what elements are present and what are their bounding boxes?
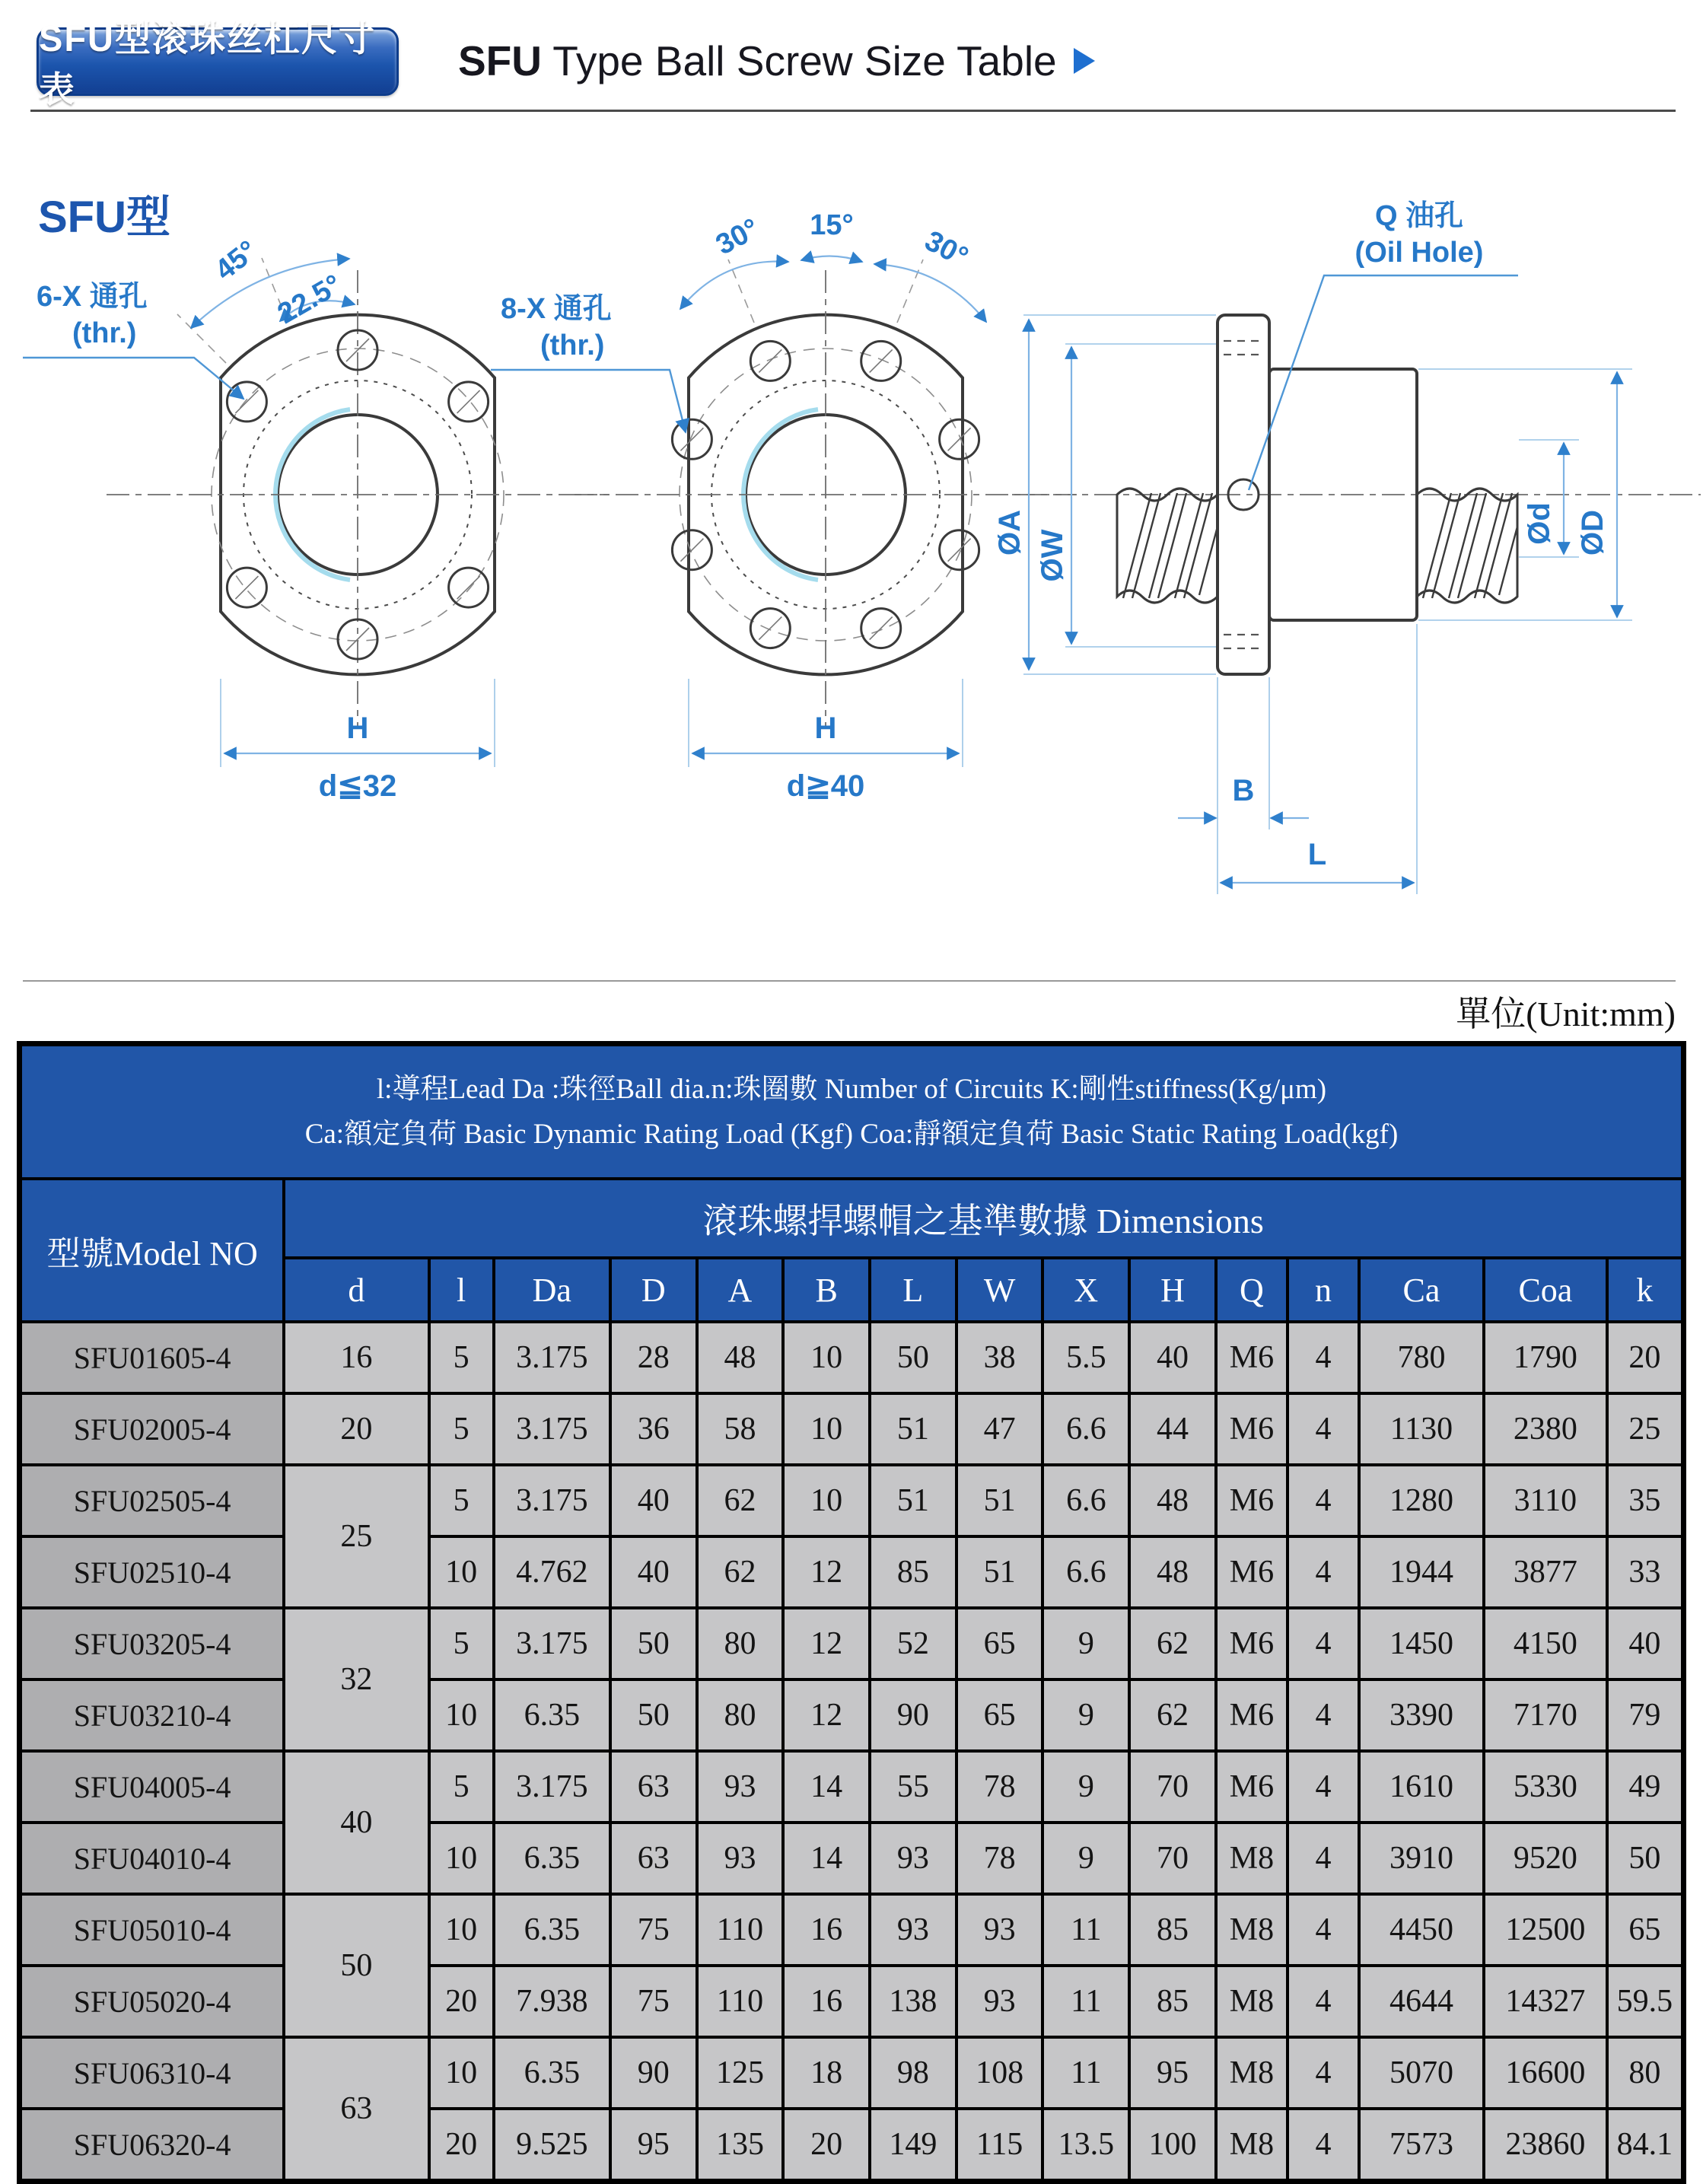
- value-cell: 6.6: [1042, 1536, 1129, 1608]
- value-cell: 12: [783, 1536, 870, 1608]
- unit-note: 單位(Unit:mm): [1456, 995, 1676, 1033]
- value-cell: 51: [870, 1465, 957, 1536]
- value-cell: 80: [697, 1608, 784, 1679]
- value-cell: M8: [1216, 1966, 1288, 2037]
- table-row: [20, 1823, 1684, 1894]
- value-cell: 93: [697, 1751, 784, 1823]
- value-cell: 3110: [1484, 1465, 1607, 1536]
- value-cell: 9: [1042, 1823, 1129, 1894]
- page-title-badge-label: SFU型滚珠丝杠尺寸表: [39, 18, 376, 110]
- value-cell: M8: [1216, 1823, 1288, 1894]
- value-cell: 85: [1129, 1966, 1216, 2037]
- value-cell: 2380: [1484, 1393, 1607, 1465]
- value-cell: M8: [1216, 2037, 1288, 2109]
- value-cell: M8: [1216, 2109, 1288, 2182]
- value-cell: 5330: [1484, 1751, 1607, 1823]
- value-cell: 58: [697, 1393, 784, 1465]
- size-table-body: [20, 1322, 1684, 2182]
- value-cell: 78: [957, 1823, 1043, 1894]
- table-row: [20, 1679, 1684, 1751]
- value-cell: 20: [429, 2109, 494, 2182]
- value-cell: M6: [1216, 1536, 1288, 1608]
- value-cell: 4: [1288, 1536, 1359, 1608]
- value-cell: M6: [1216, 1465, 1288, 1536]
- shaft-diameter-cell: 25: [284, 1465, 428, 1608]
- value-cell: 780: [1359, 1322, 1484, 1393]
- shaft-diameter-cell: 32: [284, 1608, 428, 1751]
- value-cell: 10: [783, 1393, 870, 1465]
- table-row: [20, 1536, 1684, 1608]
- value-cell: 47: [957, 1393, 1043, 1465]
- page-title-rest: Type Ball Screw Size Table: [542, 37, 1057, 84]
- legend-cell: [20, 1044, 1684, 1180]
- value-cell: 11: [1042, 1894, 1129, 1966]
- value-cell: 95: [610, 2109, 697, 2182]
- value-cell: 80: [1607, 2037, 1684, 2109]
- technical-drawing: [0, 122, 1703, 959]
- front-view-8hole: [491, 209, 1077, 803]
- col-header-k: k: [1607, 1258, 1684, 1322]
- dia-w-label: ØW: [1036, 529, 1069, 582]
- table-row: [20, 1608, 1684, 1679]
- dia-d-small-label: Ød: [1523, 502, 1556, 545]
- h-dim-label: H: [814, 712, 837, 745]
- value-cell: 7.938: [494, 1966, 610, 2037]
- value-cell: 95: [1129, 2037, 1216, 2109]
- value-cell: 6.35: [494, 1679, 610, 1751]
- col-header-L: L: [870, 1258, 957, 1322]
- col-header-W: W: [957, 1258, 1043, 1322]
- col-header-H: H: [1129, 1258, 1216, 1322]
- value-cell: 4: [1288, 1894, 1359, 1966]
- value-cell: 100: [1129, 2109, 1216, 2182]
- value-cell: 5: [429, 1751, 494, 1823]
- value-cell: 63: [610, 1751, 697, 1823]
- value-cell: 11: [1042, 2037, 1129, 2109]
- value-cell: 3910: [1359, 1823, 1484, 1894]
- page-title-acronym: SFU: [458, 37, 542, 84]
- col-header-D: D: [610, 1258, 697, 1322]
- value-cell: 93: [957, 1966, 1043, 2037]
- value-cell: 20: [783, 2109, 870, 2182]
- value-cell: 50: [610, 1679, 697, 1751]
- value-cell: 4644: [1359, 1966, 1484, 2037]
- model-cell: SFU02510-4: [20, 1536, 285, 1608]
- value-cell: 10: [429, 1536, 494, 1608]
- value-cell: 9.525: [494, 2109, 610, 2182]
- value-cell: 50: [870, 1322, 957, 1393]
- table-row: [20, 1393, 1684, 1465]
- col-header-X: X: [1042, 1258, 1129, 1322]
- value-cell: 36: [610, 1393, 697, 1465]
- value-cell: M6: [1216, 1751, 1288, 1823]
- legend-line-2: Ca:額定負荷 Basic Dynamic Rating Load (Kgf) Coa:靜額定負荷 Basic Static Rating Load(kgf): [304, 1119, 1399, 1150]
- hole-count-label2: (thr.): [72, 317, 137, 349]
- angle-45-label: 45°: [209, 234, 264, 287]
- col-header-d: d: [284, 1258, 428, 1322]
- value-cell: 93: [957, 1894, 1043, 1966]
- value-cell: 75: [610, 1966, 697, 2037]
- value-cell: 48: [1129, 1536, 1216, 1608]
- value-cell: 23860: [1484, 2109, 1607, 2182]
- value-cell: 3877: [1484, 1536, 1607, 1608]
- value-cell: 51: [870, 1393, 957, 1465]
- value-cell: M8: [1216, 1894, 1288, 1966]
- col-header-da: Da: [494, 1258, 610, 1322]
- value-cell: 65: [1607, 1894, 1684, 1966]
- value-cell: 110: [697, 1966, 784, 2037]
- value-cell: 1610: [1359, 1751, 1484, 1823]
- model-cell: SFU04005-4: [20, 1751, 285, 1823]
- value-cell: 85: [870, 1536, 957, 1608]
- value-cell: 48: [697, 1322, 784, 1393]
- value-cell: 138: [870, 1966, 957, 2037]
- value-cell: 12: [783, 1679, 870, 1751]
- col-header-Ca: Ca: [1359, 1258, 1484, 1322]
- value-cell: 85: [1129, 1894, 1216, 1966]
- value-cell: 10: [429, 1894, 494, 1966]
- col-header-n: n: [1288, 1258, 1359, 1322]
- value-cell: 98: [870, 2037, 957, 2109]
- value-cell: 93: [870, 1894, 957, 1966]
- hole-count-label: 8-X 通孔: [501, 293, 612, 325]
- value-cell: 5: [429, 1393, 494, 1465]
- hole-count-label: 6-X 通孔: [37, 281, 148, 313]
- value-cell: 1790: [1484, 1322, 1607, 1393]
- value-cell: 6.35: [494, 1894, 610, 1966]
- value-cell: 149: [870, 2109, 957, 2182]
- table-row: [20, 1751, 1684, 1823]
- value-cell: 49: [1607, 1751, 1684, 1823]
- value-cell: 1944: [1359, 1536, 1484, 1608]
- value-cell: 38: [957, 1322, 1043, 1393]
- value-cell: 5070: [1359, 2037, 1484, 2109]
- value-cell: 90: [870, 1679, 957, 1751]
- model-cell: SFU05010-4: [20, 1894, 285, 1966]
- value-cell: 10: [429, 1823, 494, 1894]
- header-row-group: [20, 1179, 1684, 1258]
- col-header-B: B: [783, 1258, 870, 1322]
- play-arrow-icon: [1074, 48, 1095, 74]
- shaft-diameter-cell: 16: [284, 1322, 428, 1393]
- page-title: [458, 37, 1095, 85]
- value-cell: 5: [429, 1465, 494, 1536]
- header-divider: [30, 110, 1676, 112]
- value-cell: 50: [1607, 1823, 1684, 1894]
- value-cell: 59.5: [1607, 1966, 1684, 2037]
- value-cell: 3.175: [494, 1751, 610, 1823]
- value-cell: 110: [697, 1894, 784, 1966]
- value-cell: 9: [1042, 1608, 1129, 1679]
- value-cell: 65: [957, 1679, 1043, 1751]
- shaft-diameter-cell: 63: [284, 2037, 428, 2182]
- angle-22-label: 22.5°: [272, 269, 348, 331]
- model-cell: SFU06320-4: [20, 2109, 285, 2182]
- value-cell: 16: [783, 1894, 870, 1966]
- value-cell: 3.175: [494, 1608, 610, 1679]
- oil-hole-label: Q 油孔: [1374, 200, 1464, 232]
- value-cell: 18: [783, 2037, 870, 2109]
- value-cell: M6: [1216, 1608, 1288, 1679]
- value-cell: 40: [610, 1465, 697, 1536]
- table-row: [20, 2109, 1684, 2182]
- model-cell: SFU04010-4: [20, 1823, 285, 1894]
- model-cell: SFU05020-4: [20, 1966, 285, 2037]
- value-cell: 7573: [1359, 2109, 1484, 2182]
- b-dim-label: B: [1232, 774, 1255, 807]
- value-cell: 80: [697, 1679, 784, 1751]
- value-cell: 48: [1129, 1465, 1216, 1536]
- value-cell: 13.5: [1042, 2109, 1129, 2182]
- legend-row: [20, 1044, 1684, 1180]
- value-cell: 40: [1129, 1322, 1216, 1393]
- value-cell: 10: [783, 1322, 870, 1393]
- col-header-l: l: [429, 1258, 494, 1322]
- value-cell: 28: [610, 1322, 697, 1393]
- side-view: [993, 200, 1701, 894]
- legend-line-1: l:導程Lead Da :珠徑Ball dia.n:珠圈數 Number of Circuits K:剛性stiffness(Kg/μm): [376, 1073, 1327, 1105]
- value-cell: M6: [1216, 1322, 1288, 1393]
- value-cell: 62: [697, 1465, 784, 1536]
- value-cell: 1280: [1359, 1465, 1484, 1536]
- value-cell: 16: [783, 1966, 870, 2037]
- value-cell: 125: [697, 2037, 784, 2109]
- value-cell: 50: [610, 1608, 697, 1679]
- value-cell: 4150: [1484, 1608, 1607, 1679]
- value-cell: 93: [870, 1823, 957, 1894]
- angle-30r-label: 30°: [919, 224, 973, 274]
- col-header-Q: Q: [1216, 1258, 1288, 1322]
- angle-15-label: 15°: [810, 209, 854, 241]
- value-cell: 93: [697, 1823, 784, 1894]
- value-cell: 4: [1288, 1608, 1359, 1679]
- value-cell: 84.1: [1607, 2109, 1684, 2182]
- value-cell: 4: [1288, 2109, 1359, 2182]
- l-dim-label: L: [1307, 838, 1327, 871]
- value-cell: 4.762: [494, 1536, 610, 1608]
- value-cell: 14327: [1484, 1966, 1607, 2037]
- value-cell: 52: [870, 1608, 957, 1679]
- value-cell: 3390: [1359, 1679, 1484, 1751]
- value-cell: 44: [1129, 1393, 1216, 1465]
- table-row: [20, 2037, 1684, 2109]
- shaft-diameter-cell: 40: [284, 1751, 428, 1894]
- value-cell: 4: [1288, 1393, 1359, 1465]
- value-cell: 10: [429, 2037, 494, 2109]
- value-cell: 10: [783, 1465, 870, 1536]
- oil-hole-label-en: (Oil Hole): [1354, 237, 1484, 269]
- value-cell: 4: [1288, 1465, 1359, 1536]
- value-cell: 5.5: [1042, 1322, 1129, 1393]
- value-cell: 4: [1288, 1823, 1359, 1894]
- value-cell: 4: [1288, 2037, 1359, 2109]
- table-row: [20, 1894, 1684, 1966]
- value-cell: 12: [783, 1608, 870, 1679]
- value-cell: 70: [1129, 1823, 1216, 1894]
- shaft-diameter-cell: 20: [284, 1393, 428, 1465]
- page-title-badge: [37, 18, 399, 110]
- value-cell: 5: [429, 1608, 494, 1679]
- value-cell: 55: [870, 1751, 957, 1823]
- model-cell: SFU03210-4: [20, 1679, 285, 1751]
- value-cell: 7170: [1484, 1679, 1607, 1751]
- value-cell: M6: [1216, 1393, 1288, 1465]
- value-cell: 1450: [1359, 1608, 1484, 1679]
- model-cell: SFU06310-4: [20, 2037, 285, 2109]
- value-cell: 20: [429, 1966, 494, 2037]
- model-cell: SFU03205-4: [20, 1608, 285, 1679]
- dia-d-big-label: ØD: [1576, 510, 1609, 556]
- model-column-header: 型號Model NO: [20, 1179, 285, 1322]
- dimensions-header: 滾珠螺捍螺帽之基準數據 Dimensions: [284, 1179, 1683, 1258]
- value-cell: 51: [957, 1536, 1043, 1608]
- value-cell: M6: [1216, 1679, 1288, 1751]
- model-cell: SFU02005-4: [20, 1393, 285, 1465]
- value-cell: 135: [697, 2109, 784, 2182]
- value-cell: 40: [1607, 1608, 1684, 1679]
- col-header-A: A: [697, 1258, 784, 1322]
- value-cell: 9520: [1484, 1823, 1607, 1894]
- value-cell: 115: [957, 2109, 1043, 2182]
- value-cell: 6.6: [1042, 1393, 1129, 1465]
- value-cell: 4: [1288, 1751, 1359, 1823]
- value-cell: 108: [957, 2037, 1043, 2109]
- value-cell: 75: [610, 1894, 697, 1966]
- value-cell: 62: [697, 1536, 784, 1608]
- section-label: SFU型: [38, 193, 171, 242]
- value-cell: 20: [1607, 1322, 1684, 1393]
- value-cell: 11: [1042, 1966, 1129, 2037]
- table-row: [20, 1322, 1684, 1393]
- model-cell: SFU02505-4: [20, 1465, 285, 1536]
- value-cell: 90: [610, 2037, 697, 2109]
- value-cell: 4: [1288, 1679, 1359, 1751]
- value-cell: 4: [1288, 1966, 1359, 2037]
- d-range-note: d≧40: [786, 769, 865, 803]
- value-cell: 35: [1607, 1465, 1684, 1536]
- value-cell: 78: [957, 1751, 1043, 1823]
- value-cell: 62: [1129, 1679, 1216, 1751]
- value-cell: 14: [783, 1823, 870, 1894]
- d-range-note: d≦32: [318, 769, 397, 803]
- value-cell: 6.35: [494, 2037, 610, 2109]
- value-cell: 3.175: [494, 1465, 610, 1536]
- value-cell: 63: [610, 1823, 697, 1894]
- value-cell: 33: [1607, 1536, 1684, 1608]
- value-cell: 16600: [1484, 2037, 1607, 2109]
- value-cell: 4: [1288, 1322, 1359, 1393]
- value-cell: 70: [1129, 1751, 1216, 1823]
- value-cell: 10: [429, 1679, 494, 1751]
- value-cell: 12500: [1484, 1894, 1607, 1966]
- shaft-diameter-cell: 50: [284, 1894, 428, 2037]
- value-cell: 9: [1042, 1751, 1129, 1823]
- value-cell: 3.175: [494, 1322, 610, 1393]
- value-cell: 25: [1607, 1393, 1684, 1465]
- value-cell: 9: [1042, 1679, 1129, 1751]
- value-cell: 79: [1607, 1679, 1684, 1751]
- size-table: [17, 1041, 1686, 2184]
- value-cell: 40: [610, 1536, 697, 1608]
- table-row: [20, 1966, 1684, 2037]
- angle-30l-label: 30°: [711, 212, 765, 262]
- value-cell: 5: [429, 1322, 494, 1393]
- table-divider: [23, 980, 1676, 982]
- value-cell: 51: [957, 1465, 1043, 1536]
- table-row: [20, 1465, 1684, 1536]
- value-cell: 62: [1129, 1608, 1216, 1679]
- value-cell: 3.175: [494, 1393, 610, 1465]
- h-dim-label: H: [346, 712, 369, 745]
- value-cell: 4450: [1359, 1894, 1484, 1966]
- value-cell: 14: [783, 1751, 870, 1823]
- value-cell: 65: [957, 1608, 1043, 1679]
- col-header-Coa: Coa: [1484, 1258, 1607, 1322]
- hole-count-label2: (thr.): [540, 330, 605, 361]
- dia-a-label: ØA: [993, 510, 1027, 556]
- model-cell: SFU01605-4: [20, 1322, 285, 1393]
- value-cell: 1130: [1359, 1393, 1484, 1465]
- value-cell: 6.6: [1042, 1465, 1129, 1536]
- value-cell: 6.35: [494, 1823, 610, 1894]
